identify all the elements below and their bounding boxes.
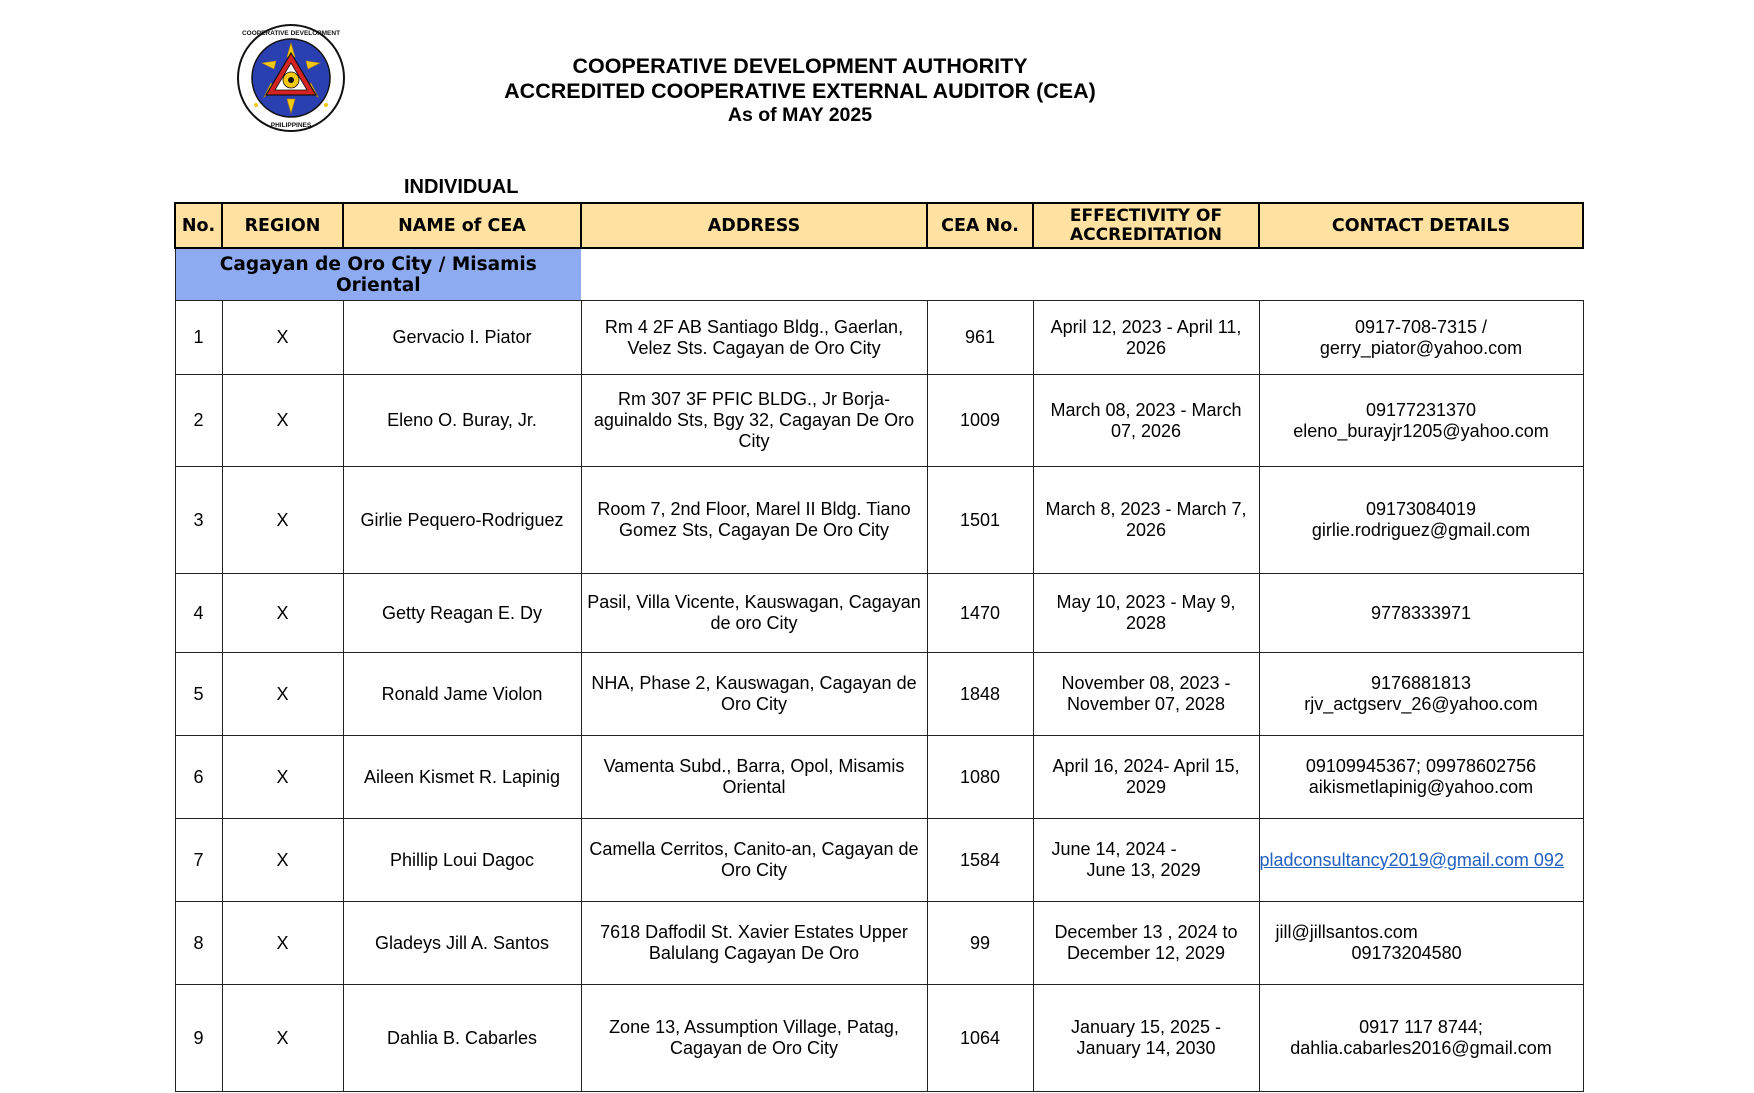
cell-cea-no: 1470 (927, 574, 1033, 653)
contact-email: eleno_burayjr1205@yahoo.com (1293, 420, 1549, 441)
cell-region: X (222, 467, 343, 574)
contact-phone: 0917-708-7315 / (1354, 316, 1488, 337)
cell-region: X (222, 301, 343, 375)
cell-effectivity (1033, 819, 1259, 902)
cell-cea-no: 1080 (927, 736, 1033, 819)
cell-effectivity: November 08, 2023 - November 07, 2028 (1033, 653, 1259, 736)
cell-contact (1259, 902, 1583, 985)
contact-phone: 0917 117 8744; (1359, 1017, 1483, 1037)
cell-no: 5 (175, 653, 222, 736)
contact-email: jill@jillsantos.com (1275, 922, 1418, 942)
cell-address: 7618 Daffodil St. Xavier Estates Upper Balulang Cagayan De Oro (581, 902, 927, 985)
contact-phone: 9778333971 (1370, 602, 1472, 623)
cell-name: Girlie Pequero-Rodriguez (343, 467, 581, 574)
cell-contact (1259, 301, 1583, 375)
contact-phone: 09173204580 (1351, 943, 1462, 963)
table-row (175, 653, 1583, 736)
cell-no: 2 (175, 375, 222, 467)
cell-address: Rm 4 2F AB Santiago Bldg., Gaerlan, Velez Sts. Cagayan de Oro City (581, 301, 927, 375)
table-row (175, 467, 1583, 574)
cell-contact (1259, 819, 1583, 902)
cell-effectivity: March 08, 2023 - March 07, 2026 (1033, 375, 1259, 467)
group-label: Cagayan de Oro City / Misamis Oriental (175, 248, 581, 301)
table-header-row (175, 203, 1583, 248)
col-header-cea-no: CEA No. (927, 203, 1033, 248)
cell-region: X (222, 375, 343, 467)
table-row (175, 375, 1583, 467)
table-row (175, 902, 1583, 985)
col-header-no: No. (175, 203, 222, 248)
cell-name: Ronald Jame Violon (343, 653, 581, 736)
cell-no: 6 (175, 736, 222, 819)
cell-no: 4 (175, 574, 222, 653)
cell-region: X (222, 819, 343, 902)
cell-effectivity: April 12, 2023 - April 11, 2026 (1033, 301, 1259, 375)
cell-region: X (222, 902, 343, 985)
col-header-contact: CONTACT DETAILS (1259, 203, 1583, 248)
cell-cea-no: 961 (927, 301, 1033, 375)
contact-email: dahlia.cabarles2016@gmail.com (1290, 1038, 1552, 1058)
cell-name: Phillip Loui Dagoc (343, 819, 581, 902)
contact-email: gerry_piator@yahoo.com (1319, 337, 1523, 358)
cell-address: Room 7, 2nd Floor, Marel II Bldg. Tiano Gomez Sts, Cagayan De Oro City (581, 467, 927, 574)
cell-address: Pasil, Villa Vicente, Kauswagan, Cagayan de oro City (581, 574, 927, 653)
cell-contact (1259, 985, 1583, 1092)
table-row (175, 736, 1583, 819)
table-row (175, 985, 1583, 1092)
cell-effectivity: April 16, 2024- April 15, 2029 (1033, 736, 1259, 819)
cell-region: X (222, 574, 343, 653)
contact-phone: 9176881813 (1370, 673, 1472, 693)
cell-name: Dahlia B. Cabarles (343, 985, 581, 1092)
contact-email: rjv_actgserv_26@yahoo.com (1304, 694, 1538, 714)
col-header-name: NAME of CEA (343, 203, 581, 248)
contact-phone: 09173084019 (1365, 499, 1477, 519)
cell-effectivity: May 10, 2023 - May 9, 2028 (1033, 574, 1259, 653)
cell-address: Camella Cerritos, Canito-an, Cagayan de Oro City (581, 819, 927, 902)
cell-address: Vamenta Subd., Barra, Opol, Misamis Oriental (581, 736, 927, 819)
cell-region: X (222, 653, 343, 736)
col-header-region: REGION (222, 203, 343, 248)
contact-phone: 09109945367; 09978602756 (1305, 756, 1537, 776)
cell-cea-no: 1064 (927, 985, 1033, 1092)
cell-contact (1259, 736, 1583, 819)
contact-phone: 09177231370 (1365, 399, 1477, 420)
cell-contact (1259, 375, 1583, 467)
cell-no: 1 (175, 301, 222, 375)
cell-name: Gladeys Jill A. Santos (343, 902, 581, 985)
title-line-1: COOPERATIVE DEVELOPMENT AUTHORITY (572, 54, 1028, 78)
section-label: INDIVIDUAL (404, 176, 519, 198)
table-row (175, 574, 1583, 653)
cea-table (174, 202, 1584, 1092)
cell-contact (1259, 574, 1583, 653)
cell-effectivity: December 13 , 2024 to December 12, 2029 (1033, 902, 1259, 985)
title-line-2: ACCREDITED COOPERATIVE EXTERNAL AUDITOR (CEA) (504, 79, 1096, 103)
contact-email-link[interactable]: pladconsultancy2019@gmail.com 092 (1259, 849, 1564, 870)
cell-region: X (222, 985, 343, 1092)
cell-address: Zone 13, Assumption Village, Patag, Cagayan de Oro City (581, 985, 927, 1092)
cell-no: 9 (175, 985, 222, 1092)
cell-name: Gervacio I. Piator (343, 301, 581, 375)
col-header-address: ADDRESS (581, 203, 927, 248)
cell-cea-no: 1584 (927, 819, 1033, 902)
cell-address: NHA, Phase 2, Kauswagan, Cagayan de Oro City (581, 653, 927, 736)
cell-cea-no: 99 (927, 902, 1033, 985)
cell-name: Getty Reagan E. Dy (343, 574, 581, 653)
cell-contact (1259, 467, 1583, 574)
table-row (175, 819, 1583, 902)
cell-no: 7 (175, 819, 222, 902)
table-row (175, 301, 1583, 375)
cell-effectivity: January 15, 2025 - January 14, 2030 (1033, 985, 1259, 1092)
cell-cea-no: 1848 (927, 653, 1033, 736)
contact-email: girlie.rodriguez@gmail.com (1311, 520, 1531, 540)
cell-cea-no: 1009 (927, 375, 1033, 467)
cell-name: Eleno O. Buray, Jr. (343, 375, 581, 467)
cell-address: Rm 307 3F PFIC BLDG., Jr Borja-aguinaldo Sts, Bgy 32, Cagayan De Oro City (581, 375, 927, 467)
cell-effectivity: March 8, 2023 - March 7, 2026 (1033, 467, 1259, 574)
cell-no: 3 (175, 467, 222, 574)
cell-region: X (222, 736, 343, 819)
effectivity-end: June 13, 2029 (1086, 860, 1201, 880)
cell-no: 8 (175, 902, 222, 985)
title-line-3: As of MAY 2025 (727, 104, 873, 126)
cell-cea-no: 1501 (927, 467, 1033, 574)
col-header-effectivity: EFFECTIVITY OF ACCREDITATION (1033, 203, 1259, 248)
effectivity-start: June 14, 2024 - (1051, 839, 1177, 859)
cell-contact (1259, 653, 1583, 736)
seal-text-top: COOPERATIVE DEVELOPMENT (241, 30, 341, 37)
document-title-block (0, 54, 1600, 126)
seal-text-bottom: PHILIPPINES (270, 122, 312, 129)
contact-email: aikismetlapinig@yahoo.com (1308, 777, 1534, 797)
cell-name: Aileen Kismet R. Lapinig (343, 736, 581, 819)
group-row (175, 248, 1583, 301)
